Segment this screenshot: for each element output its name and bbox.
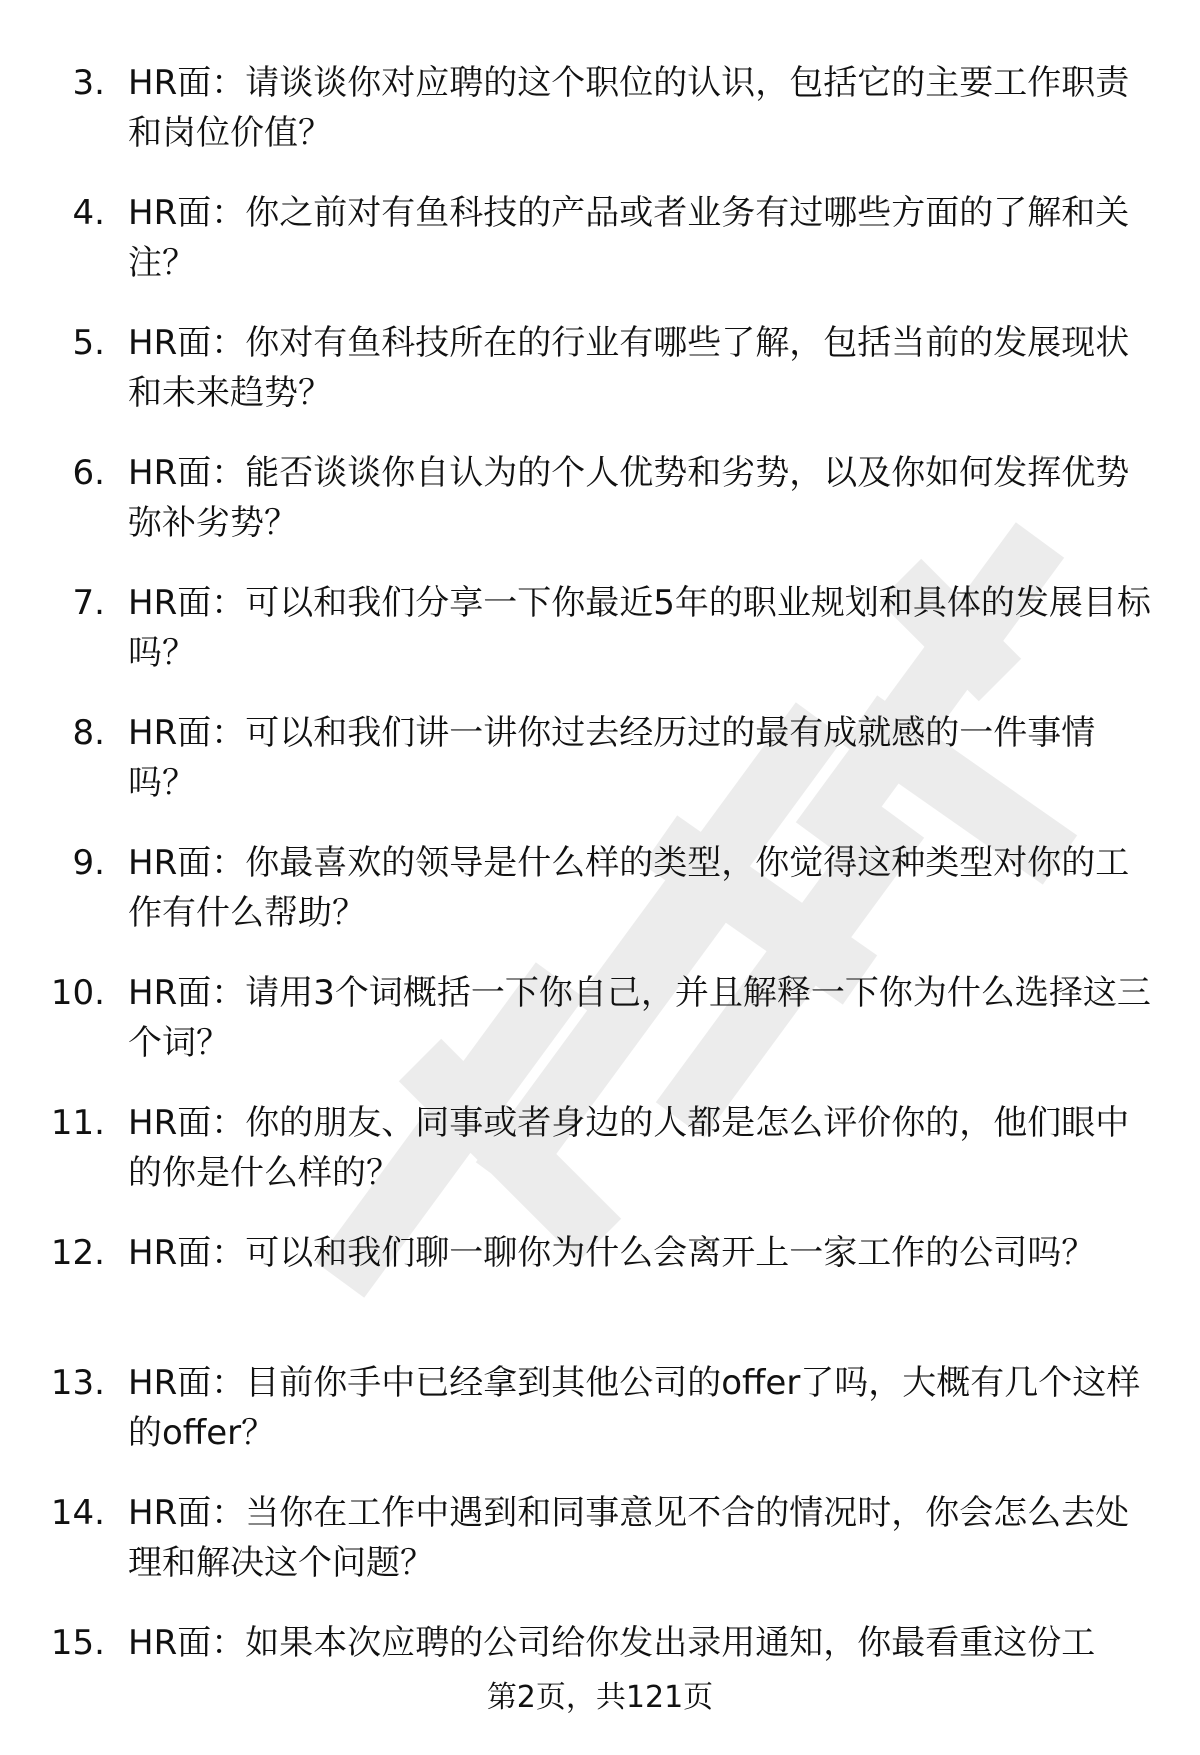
list-item <box>0 838 1200 968</box>
list-item <box>0 1488 1200 1618</box>
question-number: 8. <box>72 713 105 753</box>
question-text: HR面：你的朋友、同事或者身边的人都是怎么评价你的，他们眼中的你是什么样的？ <box>128 1103 1130 1193</box>
question-text: HR面：能否谈谈你自认为的个人优势和劣势，以及你如何发挥优势弥补劣势？ <box>128 453 1130 543</box>
question-text: HR面：可以和我们讲一讲你过去经历过的最有成就感的一件事情吗？ <box>128 713 1096 803</box>
list-item <box>0 448 1200 578</box>
question-number: 15. <box>50 1623 105 1663</box>
question-number: 7. <box>72 583 105 623</box>
list-item <box>0 578 1200 708</box>
question-text: HR面：你之前对有鱼科技的产品或者业务有过哪些方面的了解和关注？ <box>128 193 1130 283</box>
question-number: 11. <box>50 1103 105 1143</box>
question-list <box>0 58 1200 1748</box>
question-text: HR面：你最喜欢的领导是什么样的类型，你觉得这种类型对你的工作有什么帮助？ <box>128 843 1130 933</box>
list-item <box>0 318 1200 448</box>
question-text: HR面：目前你手中已经拿到其他公司的offer了吗，大概有几个这样的offer？ <box>128 1363 1141 1453</box>
list-item <box>0 1358 1200 1488</box>
question-text: HR面：如果本次应聘的公司给你发出录用通知，你最看重这份工 <box>128 1623 1096 1663</box>
question-number: 13. <box>50 1363 105 1403</box>
question-text: HR面：请用3个词概括一下你自己，并且解释一下你为什么选择这三个词？ <box>128 973 1151 1063</box>
list-item <box>0 968 1200 1098</box>
question-number: 3. <box>72 63 105 103</box>
list-item <box>0 188 1200 318</box>
question-text: HR面：你对有鱼科技所在的行业有哪些了解，包括当前的发展现状和未来趋势？ <box>128 323 1130 413</box>
question-number: 6. <box>72 453 105 493</box>
question-number: 9. <box>72 843 105 883</box>
question-text: HR面：可以和我们分享一下你最近5年的职业规划和具体的发展目标吗？ <box>128 583 1151 673</box>
list-item <box>0 58 1200 188</box>
question-text: HR面：当你在工作中遇到和同事意见不合的情况时，你会怎么去处理和解决这个问题？ <box>128 1493 1130 1583</box>
question-number: 5. <box>72 323 105 363</box>
question-text: HR面：可以和我们聊一聊你为什么会离开上一家工作的公司吗？ <box>128 1233 1096 1273</box>
list-item <box>0 1098 1200 1228</box>
question-number: 12. <box>50 1233 105 1273</box>
list-item <box>0 1228 1200 1358</box>
question-number: 10. <box>50 973 105 1013</box>
list-item <box>0 708 1200 838</box>
page-footer: 第2页，共121页 <box>486 1680 714 1715</box>
question-number: 4. <box>72 193 105 233</box>
question-number: 14. <box>50 1493 105 1533</box>
question-text: HR面：请谈谈你对应聘的这个职位的认识，包括它的主要工作职责和岗位价值？ <box>128 63 1130 153</box>
